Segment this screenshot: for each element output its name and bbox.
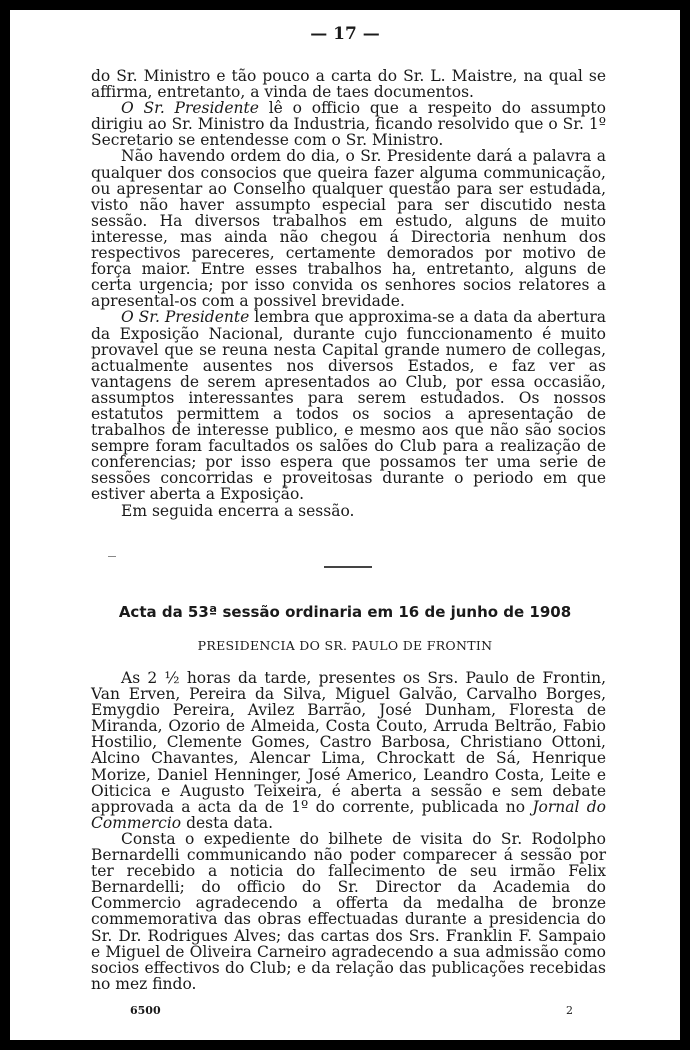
acta-title: Acta da 53ª sessão ordinaria em 16 de junho de 1908	[118, 603, 572, 621]
acta-body	[91, 670, 606, 992]
acta-subtitle: PRESIDENCIA DO SR. PAULO DE FRONTIN	[197, 638, 493, 653]
paragraph-5: Em seguida encerra a sessão.	[121, 501, 355, 520]
paragraph-3: Não havendo ordem do dia, o Sr. Presidente dará a palavra a qualquer dos consocios que queira fazer alguma communicação, ou apresentar ao Conselho qualquer questão para ser estudada, visto não haver assumpto especial para ser discutido nesta sessão. Ha diversos trabalhos em estudo, alguns de muito interesse, mas ainda não chegou á Directoria nenhum dos respectivos pareceres, certamente demorados por motivo de força maior. Entre esses trabalhos ha, entretanto, alguns de certa urgencia; por isso convida os senhores socios relatores a apresental-os com a possivel brevidade.	[91, 147, 606, 311]
document-page	[10, 10, 680, 1040]
paragraph-4: O Sr. Presidente lembra que approxima-se a data da abertura da Exposição Nacional, durante cujo funccionamento é muito provavel que se reuna nesta Capital grande numero de collegas, actualmente ausentes nos diversos Estados, e faz ver as vantagens de serem apresentados ao Club, por essa occasião, assumptos interessantes para serem estudados. Os nossos estatutos permittem a todos os socios a apresentação de trabalhos de interesse publico, e mesmo aos que não são socios sempre foram facultados os salões do Club para a realização de conferencias; por isso espera que possamos ter uma serie de sessões concorridas e proveitosas durante o periodo em que estiver aberta a Exposição.	[91, 308, 606, 504]
printer-mark: 6500	[130, 1004, 161, 1017]
stray-mark	[108, 556, 116, 557]
speaker-italic: O Sr. Presidente	[121, 308, 250, 327]
acta-paragraph-1: As 2 ½ horas da tarde, presentes os Srs. Paulo de Frontin, Van Erven, Pereira da Silva, Miguel Galvão, Carvalho Borges, Emygdio Pereira, Avilez Barrão, José Dunham, Floresta de Miranda, Ozorio de Almeida, Costa Couto, Arruda Beltrão, Fabio Hostilio, Clemente Gomes, Castro Barbosa, Christiano Ottoni, Alcino Chavantes, Alencar Lima, Chrockatt de Sá, Henrique Morize, Daniel Henninger, José Americo, Leandro Costa, Leite e Oiticica e Augusto Teixeira, é aberta a sessão e sem debate approvada a acta da de 1º do corrente, publicada no Jornal do Commercio desta data.	[91, 669, 606, 832]
newspaper-title: Jornal do Commercio	[91, 797, 606, 832]
minutes-continuation	[91, 68, 606, 519]
paragraph-2: O Sr. Presidente lê o officio que a respeito do assumpto dirigiu ao Sr. Ministro da Industria, ficando resolvido que o Sr. 1º Secretario se entendesse com o Sr. Ministro.	[91, 99, 606, 150]
signature-mark: 2	[566, 1004, 573, 1017]
page-number: — 17 —	[310, 24, 380, 44]
acta-paragraph-2: Consta o expediente do bilhete de visita do Sr. Rodolpho Bernardelli communicando não poder comparecer á sessão por ter recebido a noticia do fallecimento de seu irmão Felix Bernardelli; do officio do Sr. Director da Academia do Commercio agradecendo a offerta da medalha de bronze commemorativa das obras effectuadas durante a presidencia do Sr. Dr. Rodrigues Alves; das cartas dos Srs. Franklin F. Sampaio e Miguel de Oliveira Carneiro agradecendo a sua admissão como socios effectivos do Club; e da relação das publicações recebidas no mez findo.	[91, 829, 606, 993]
paragraph-1: do Sr. Ministro e tão pouco a carta do Sr. L. Maistre, na qual se affirma, entretanto, a vinda de taes documentos.	[91, 67, 606, 102]
section-divider	[324, 566, 372, 568]
speaker-italic: O Sr. Presidente	[121, 99, 259, 118]
